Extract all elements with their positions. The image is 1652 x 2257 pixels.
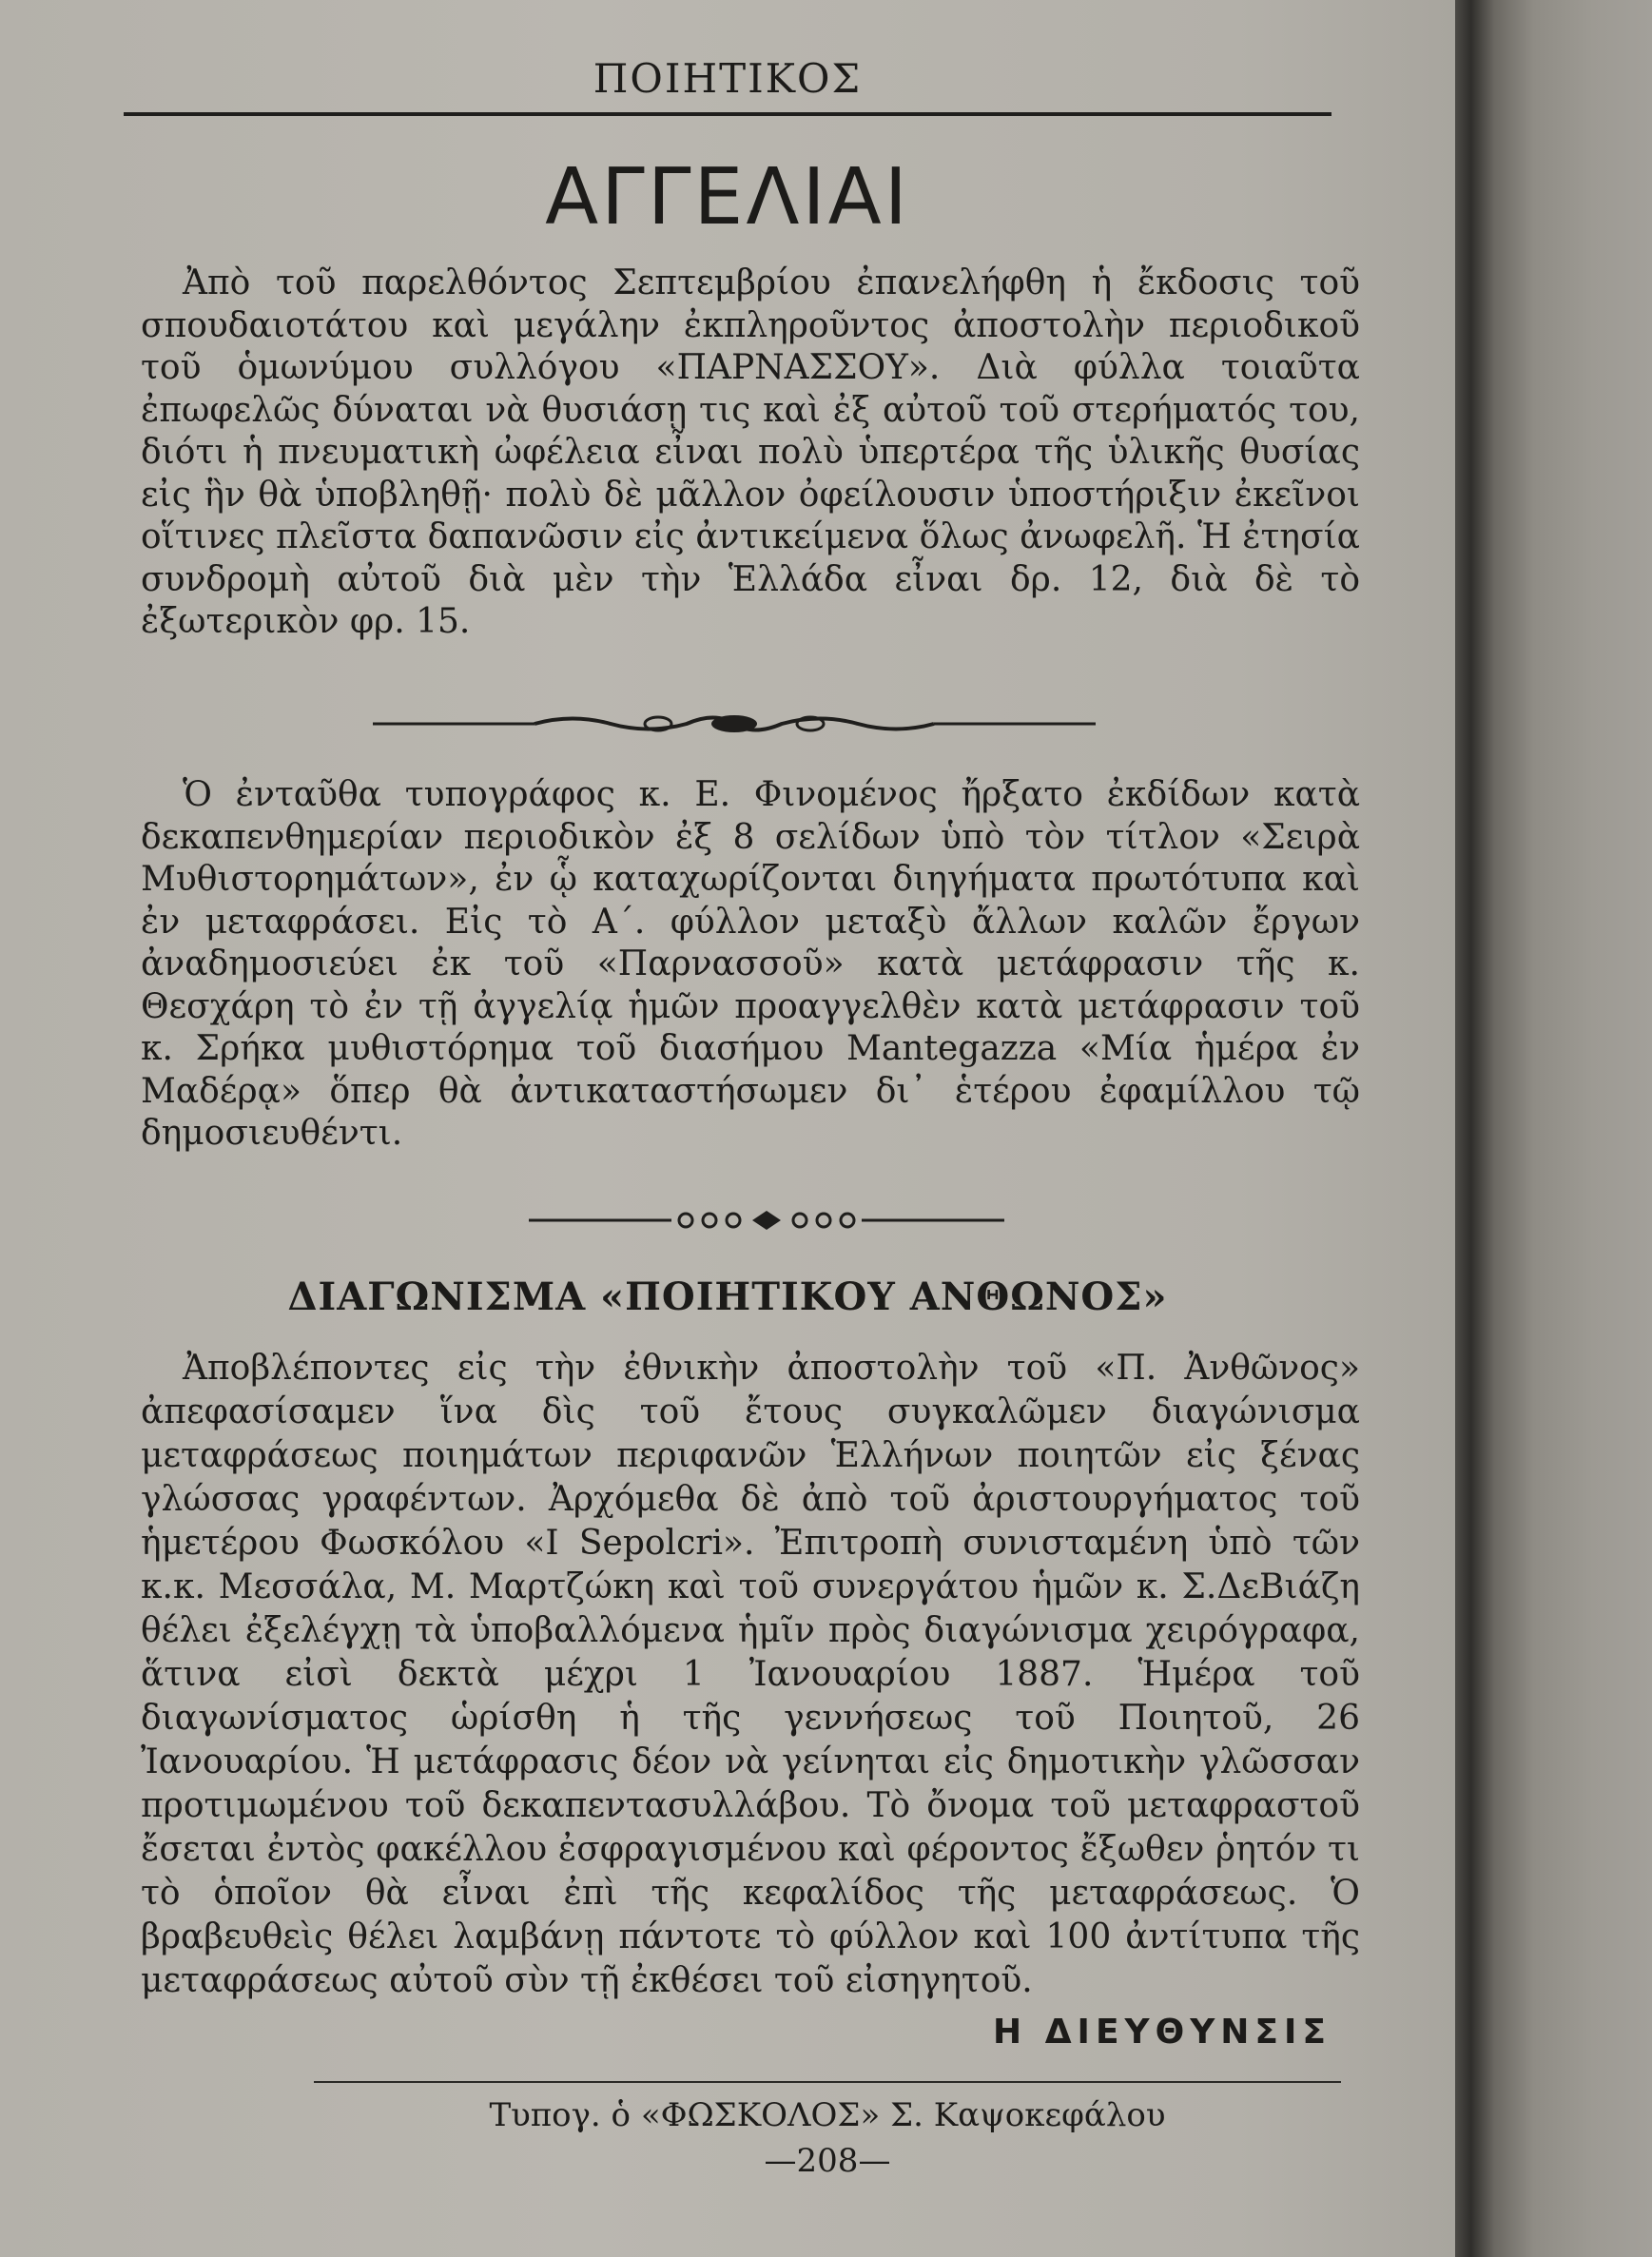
header-rule bbox=[124, 112, 1331, 116]
signature: Η ΔΙΕΥΘΥΝΣΙΣ bbox=[993, 2013, 1331, 2052]
announcement-printer-text: Ὁ ἐνταῦθα τυπογράφος κ. Ε. Φινομένος ἤρξατο ἐκδίδων κατὰ δεκαπενθημερίαν περιοδικὸν ἐξ 8 σελίδων ὑπὸ τὸν τίτλον «Σειρὰ Μυθιστορημάτων», ἐν ᾧ καταχωρίζονται διηγήματα πρωτότυπα καὶ ἐν μεταφράσει. Εἰς τὸ Α΄. φύλλον μεταξὺ ἄλλων καλῶν ἔργων ἀναδημοσιεύει ἐκ τοῦ «Παρνασσοῦ» κατὰ μετάφρασιν τῆς κ. Θεσχάρη τὸ ἐν τῇ ἀγγελίᾳ ἡμῶν προαγγελθὲν κατὰ μετάφρασιν τοῦ κ. Σρήκα μυθιστόρημα τοῦ διασήμου Mantegazza «Μία ἡμέρα ἐν Μαδέρᾳ» ὅπερ θὰ ἀντικαταστήσωμεν δι᾽ ἑτέρου ἐφαμίλλου τῷ δημοσιευθέντι. bbox=[141, 775, 1360, 1153]
running-head: ΠΟΙΗΤΙΚΟΣ bbox=[593, 55, 863, 102]
announcement-parnassos bbox=[141, 263, 1360, 644]
contest-announcement bbox=[141, 1347, 1360, 2003]
ornament-rule-small-icon bbox=[529, 1206, 1004, 1235]
page-number: —208— bbox=[764, 2142, 891, 2180]
contest-title: ΔΙΑΓΩΝΙΣΜΑ «ΠΟΙΗΤΙΚΟΥ ΑΝΘΩΝΟΣ» bbox=[287, 1274, 1168, 1319]
section-title: ΑΓΓΕΛΙΑΙ bbox=[545, 152, 910, 243]
contest-text: Ἀποβλέποντες εἰς τὴν ἐθνικὴν ἀποστολὴν τοῦ «Π. Ἀνθῶνος» ἀπεφασίσαμεν ἵνα δὶς τοῦ ἔτους συγκαλῶμεν διαγώνισμα μεταφράσεως ποιημάτων περιφανῶν Ἑλλήνων ποιητῶν εἰς ξένας γλώσσας γραφέντων. Ἀρχόμεθα δὲ ἀπὸ τοῦ ἀριστουργήματος τοῦ ἡμετέρου Φωσκόλου «I Sepolcri». Ἐπιτροπὴ συνισταμένη ὑπὸ τῶν κ.κ. Μεσσάλα, Μ. Μαρτζώκη καὶ τοῦ συνεργάτου ἡμῶν κ. Σ.ΔεΒιάζη θέλει ἐξελέγχῃ τὰ ὑποβαλλόμενα ἡμῖν πρὸς διαγώνισμα χειρόγραφα, ἅτινα εἰσὶ δεκτὰ μέχρι 1 Ἰανουαρίου 1887. Ἡμέρα τοῦ διαγωνίσματος ὡρίσθη ἡ τῆς γεννήσεως τοῦ Ποιητοῦ, 26 Ἰανουαρίου. Ἡ μετάφρασις δέον νὰ γείνηται εἰς δημοτικὴν γλῶσσαν προτιμωμένου τοῦ δεκαπεντασυλλάβου. Τὸ ὄνομα τοῦ μεταφραστοῦ ἔσεται ἐντὸς φακέλλου ἐσφραγισμένου καὶ φέροντος ἔξωθεν ῥητόν τι τὸ ὁποῖον θὰ εἶναι ἐπὶ τῆς κεφαλίδος τῆς μεταφράσεως. Ὁ βραβευθεὶς θέλει λαμβάνῃ πάντοτε τὸ φύλλον καὶ 100 ἀντίτυπα τῆς μεταφράσεως αὐτοῦ σὺν τῇ ἐκθέσει τοῦ εἰσηγητοῦ. bbox=[141, 1349, 1360, 2000]
announcement-printer bbox=[141, 774, 1360, 1156]
announcement-parnassos-text: Ἀπὸ τοῦ παρελθόντος Σεπτεμβρίου ἐπανελήφθη ἡ ἔκδοσις τοῦ σπουδαιοτάτου καὶ μεγάλην ἐκπληροῦντος ἀποστολὴν περιοδικοῦ τοῦ ὁμωνύμου συλλόγου «ΠΑΡΝΑΣΣΟΥ». Διὰ φύλλα τοιαῦτα ἐπωφελῶς δύναται νὰ θυσιάσῃ τις καὶ ἐξ αὐτοῦ τοῦ στερήματός του, διότι ἡ πνευματικὴ ὠφέλεια εἶναι πολὺ ὑπερτέρα τῆς ὑλικῆς θυσίας εἰς ἣν θὰ ὑποβληθῇ· πολὺ δὲ μᾶλλον ὀφείλουσιν ὑποστήριξιν ἐκεῖνοι οἵτινες πλεῖστα δαπανῶσιν εἰς ἀντικείμενα ὅλως ἀνωφελῆ. Ἡ ἐτησία συνδρομὴ αὐτοῦ διὰ μὲν τὴν Ἑλλάδα εἶναι δρ. 12, διὰ δὲ τὸ ἐξωτερικὸν φρ. 15. bbox=[141, 263, 1360, 641]
imprint: Τυπογ. ὁ «ΦΩΣΚΟΛΟΣ» Σ. Καψοκεφάλου bbox=[489, 2096, 1166, 2134]
footer-rule bbox=[314, 2081, 1341, 2083]
book-gutter bbox=[1455, 0, 1652, 2257]
ornament-rule-icon bbox=[373, 710, 1096, 738]
